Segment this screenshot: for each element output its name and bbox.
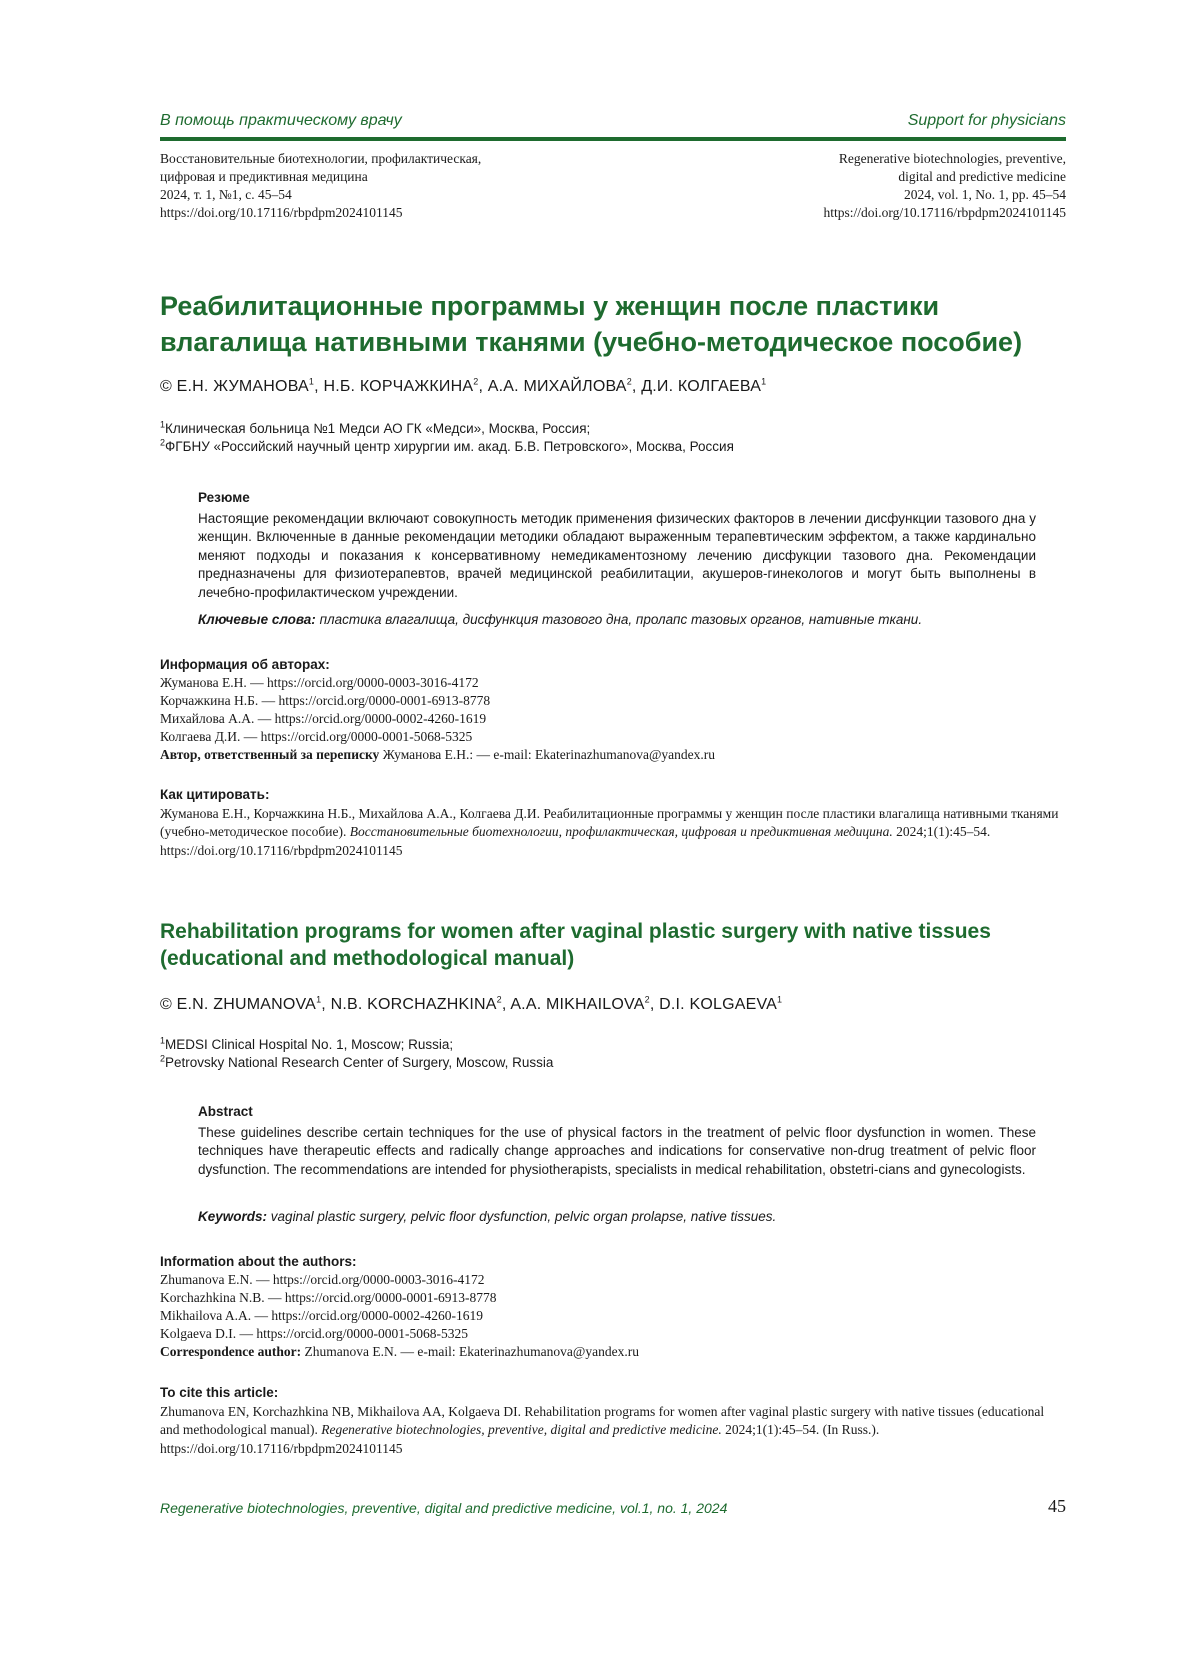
title-line: Реабилитационные программы у женщин после пластики: [160, 291, 940, 321]
orcid-line[interactable]: Kolgaeva D.I. — https://orcid.org/0000-0001-5068-5325: [160, 1326, 468, 1341]
authors-ru: [160, 378, 766, 396]
orcid-line[interactable]: Колгаева Д.И. — https://orcid.org/0000-0001-5068-5325: [160, 729, 473, 744]
title-line: Rehabilitation programs for women after vaginal plastic surgery with native tissues: [160, 920, 991, 943]
info-heading: Information about the authors:: [160, 1254, 357, 1269]
author-name: A.A. MIKHAILOVA: [510, 996, 645, 1013]
meta-line: digital and predictive medicine: [898, 169, 1066, 184]
section-label-ru: В помощь практическому врачу: [160, 112, 402, 129]
orcid-line[interactable]: Корчажкина Н.Б. — https://orcid.org/0000-0001-6913-8778: [160, 693, 491, 708]
article-title-en: [160, 918, 1060, 972]
author-name: E.N. ZHUMANOVA: [176, 996, 317, 1013]
corr-text: Zhumanova E.N. — e-mail: Ekaterinazhumanova@yandex.ru: [304, 1344, 639, 1359]
author-sup: 2: [473, 376, 479, 387]
correspondence: [160, 1343, 639, 1361]
title-line: влагалища нативными тканями (учебно-методическое пособие): [160, 327, 1023, 357]
abstract-text: These guidelines describe certain techniques for the use of physical factors in the treatment of pelvic floor dysfunction in women. These techniques have therapeutic effects and radically change approaches and indications for conservative non-drug treatment of pelvic floor dysfunction. The recommendations are intended for physiotherapists, specialists in medical rehabilitation, obstetri-cians and gynecologists.: [198, 1124, 1036, 1177]
author-sep: ,: [501, 996, 511, 1013]
meta-line: Восстановительные биотехнологии, профилактическая,: [160, 151, 482, 166]
copyright-sign: ©: [160, 996, 172, 1013]
abstract-en: [198, 1103, 1036, 1179]
author-name: Н.Б. КОРЧАЖКИНА: [323, 378, 474, 395]
author-sep: ,: [631, 378, 642, 395]
affiliation: $^2$Petrovsky National Research Center of Surgery, Moscow, Russia: [160, 1053, 554, 1070]
affiliation: $^1$MEDSI Clinical Hospital No. 1, Moscow; Russia;: [160, 1035, 454, 1052]
author-name: А.А. МИХАЙЛОВА: [487, 378, 627, 395]
author-name: N.B. KORCHAZHKINA: [330, 996, 497, 1013]
keywords-label: Ключевые слова:: [198, 612, 316, 627]
article-title-ru: [160, 288, 1060, 360]
author-name: D.I. KOLGAEVA: [659, 996, 778, 1013]
cite-heading: To cite this article:: [160, 1385, 279, 1400]
abstract-ru: [198, 489, 1036, 602]
affiliations-en: [160, 1036, 553, 1072]
author-sup: 2: [644, 994, 650, 1005]
corr-label: Автор, ответственный за переписку: [160, 747, 380, 762]
cite-heading: Как цитировать:: [160, 787, 270, 802]
info-heading: Информация об авторах:: [160, 657, 330, 672]
orcid-line[interactable]: Mikhailova A.A. — https://orcid.org/0000-0002-4260-1619: [160, 1308, 483, 1323]
journal-meta-en: [823, 150, 1066, 222]
cite-text: Жуманова Е.Н., Корчажкина Н.Б., Михайлова А.А., Колгаева Д.И. Реабилитационные программы у женщин после пластики влагалища нативными тканями (учебно-методическое пособие). Восстановительные биотехнологии, профилактическая, цифровая и предиктивная медицина. 2024;1(1):45–54. https://doi.org/10.17116/rbpdpm2024101145: [160, 805, 1059, 858]
meta-line: цифровая и предиктивная медицина: [160, 169, 368, 184]
author-name: Е.Н. ЖУМАНОВА: [176, 378, 309, 395]
author-sep: ,: [321, 996, 331, 1013]
author-sup: 1: [316, 994, 322, 1005]
keywords-text: vaginal plastic surgery, pelvic floor dysfunction, pelvic organ prolapse, native tissues.: [270, 1209, 777, 1224]
author-sup: 1: [761, 376, 767, 387]
orcid-line[interactable]: Михайлова А.А. — https://orcid.org/0000-0002-4260-1619: [160, 711, 487, 726]
author-sup: 1: [308, 376, 315, 387]
author-name: Д.И. КОЛГАЕВА: [641, 378, 762, 395]
page-number: 45: [1048, 1496, 1066, 1516]
citation-ru: [160, 786, 1066, 860]
meta-line: Regenerative biotechnologies, preventive,: [838, 151, 1066, 166]
author-sup: 2: [626, 376, 632, 387]
section-label-en: Support for physicians: [907, 112, 1066, 129]
correspondence: [160, 746, 715, 764]
author-sep: ,: [478, 378, 488, 395]
authors-en: [160, 996, 782, 1014]
affiliation: $^1$Клиническая больница №1 Медси АО ГК «Медси», Москва, Россия;: [160, 419, 591, 436]
header-rule: [160, 137, 1066, 141]
citation-en: [160, 1384, 1066, 1458]
affiliation: $^2$ФГБНУ «Российский научный центр хирургии им. акад. Б.В. Петровского», Москва, Россия: [160, 437, 734, 454]
affiliations-ru: [160, 420, 734, 456]
abstract-text: Настоящие рекомендации включают совокупность методик применения физических факторов в лечении дисфункции тазового дна у женщин. Включенные в данные рекомендации методики обладают выраженным терапевтическим эффектом, а также кардинально меняют подходы и показания к консервативному немедикаментозному лечению дисфукции тазового дна. Рекомендации предназначены для физиотерапевтов, врачей медицинской реабилитации, акушеров-гинекологов и могут быть выполнены в лечебно-профилактическом учреждении.: [198, 510, 1036, 600]
orcid-line[interactable]: Жуманова Е.Н. — https://orcid.org/0000-0003-3016-4172: [160, 675, 479, 690]
author-info-en: [160, 1253, 639, 1361]
author-sup: 2: [496, 994, 502, 1005]
keywords-text: пластика влагалища, дисфункция тазового дна, пролапс тазовых органов, нативные ткани.: [319, 612, 923, 627]
meta-line: 2024, vol. 1, No. 1, pp. 45–54: [904, 187, 1066, 202]
footer-journal: Regenerative biotechnologies, preventive, digital and predictive medicine, vol.1, no. 1, 2024: [160, 1500, 728, 1516]
author-info-ru: [160, 656, 715, 764]
keywords-ru: [198, 612, 1058, 627]
orcid-line[interactable]: Korchazhkina N.B. — https://orcid.org/0000-0001-6913-8778: [160, 1290, 497, 1305]
journal-meta-ru: [160, 150, 481, 222]
corr-text: Жуманова Е.Н.: — e-mail: Ekaterinazhumanova@yandex.ru: [382, 747, 716, 762]
copyright-sign: ©: [160, 378, 172, 395]
orcid-line[interactable]: Zhumanova E.N. — https://orcid.org/0000-0003-3016-4172: [160, 1272, 485, 1287]
corr-label: Correspondence author:: [160, 1344, 302, 1359]
meta-doi[interactable]: https://doi.org/10.17116/rbpdpm2024101145: [823, 205, 1066, 220]
author-sep: ,: [649, 996, 660, 1013]
author-sup: 1: [777, 994, 783, 1005]
meta-doi[interactable]: https://doi.org/10.17116/rbpdpm2024101145: [160, 205, 403, 220]
abstract-heading: Резюме: [198, 490, 250, 505]
keywords-label: Keywords:: [198, 1209, 268, 1224]
title-line: (educational and methodological manual): [160, 947, 575, 970]
author-sep: ,: [314, 378, 324, 395]
abstract-heading: Abstract: [198, 1104, 253, 1119]
cite-text: Zhumanova EN, Korchazhkina NB, Mikhailova AA, Kolgaeva DI. Rehabilitation programs for women after vaginal plastic surgery with native tissues (educational and methodological manual). Regenerative biotechnologies, preventive, digital and predictive medicine. 2024;1(1):45–54. (In Russ.). https://doi.org/10.17116/rbpdpm2024101145: [160, 1403, 1045, 1456]
meta-line: 2024, т. 1, №1, с. 45–54: [160, 187, 292, 202]
keywords-en: [198, 1209, 1058, 1224]
